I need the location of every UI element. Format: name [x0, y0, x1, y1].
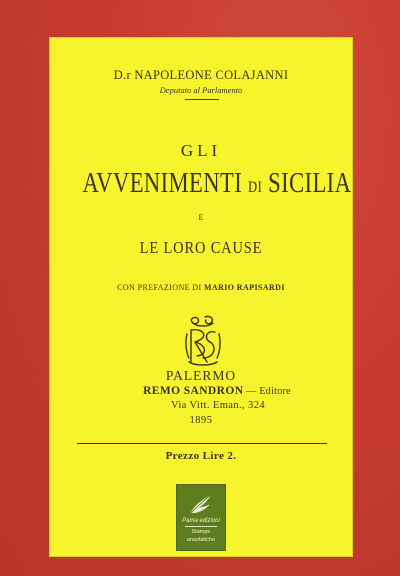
author-name: D.r NAPOLEONE COLAJANNI [113, 68, 289, 82]
rs-monogram-icon [183, 314, 223, 368]
title-line-3: LE LORO CAUSE [139, 238, 263, 257]
preface-prefix: CON PREFAZIONE DI [117, 283, 202, 292]
logo-subtitle-2: anastatiche [186, 537, 216, 543]
author-role: Deputato al Parlamento [159, 85, 243, 95]
imprint-city: PALERMO [165, 368, 237, 383]
title-main-di: DI [248, 179, 263, 196]
title-main [82, 167, 352, 200]
imprint-address: Via Vitt. Eman., 324 [170, 400, 266, 411]
logo-brand: Pama edizioni [182, 518, 220, 524]
title-line-1: GLI [180, 141, 222, 160]
imprint-year: 1895 [189, 415, 213, 426]
divider-long [77, 443, 327, 444]
publisher-name: REMO SANDRON [143, 385, 244, 397]
logo-subtitle-1: Stampe [191, 529, 211, 535]
publisher-role: — Editore [246, 386, 291, 397]
preface-credit [49, 283, 353, 292]
price-label: Prezzo Lire 2. [165, 450, 237, 462]
logo-divider [185, 526, 217, 527]
title-conjunction: E [198, 213, 204, 222]
divider-short [185, 99, 219, 100]
title-main-b: SICILIA [268, 167, 352, 199]
title-main-a: AVVENIMENTI [82, 167, 243, 199]
preface-name: MARIO RAPISARDI [203, 283, 285, 292]
feather-swirl-icon [187, 491, 215, 517]
imprint-publisher [81, 385, 353, 397]
cover-panel [49, 37, 353, 557]
publisher-logo [176, 484, 226, 551]
